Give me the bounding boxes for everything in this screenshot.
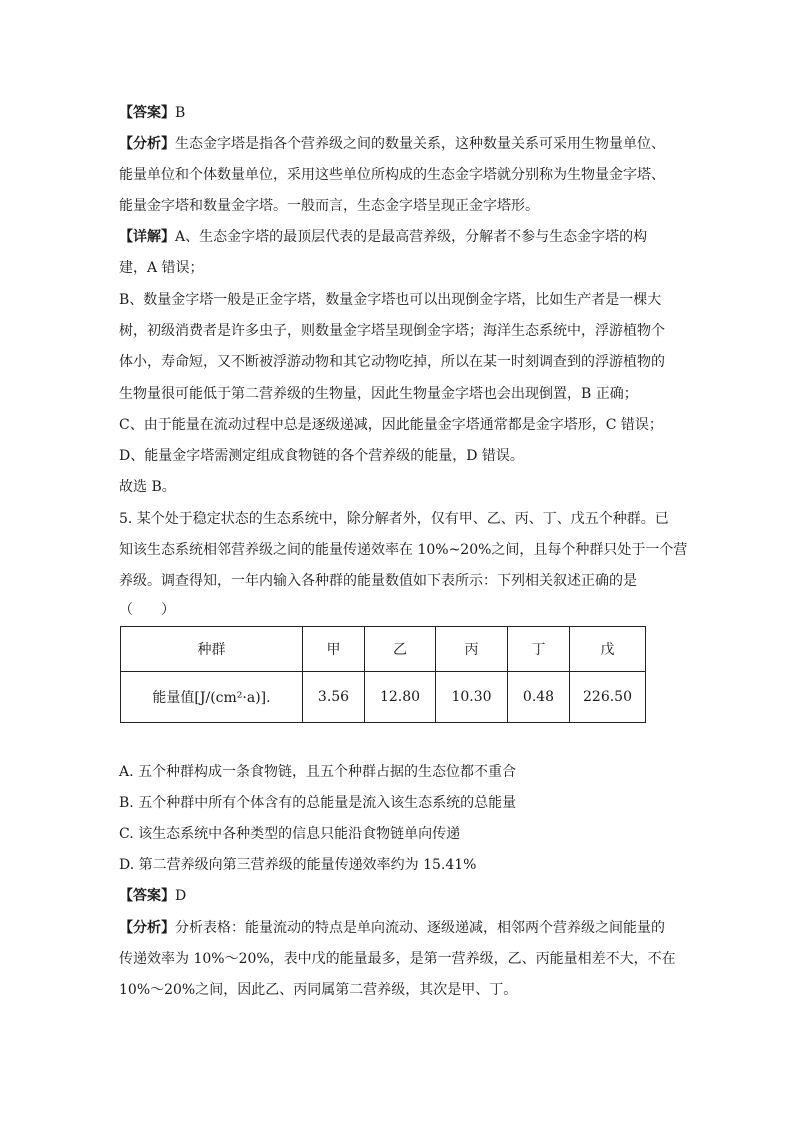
- analysis-line-1: 【分析】生态金字塔是指各个营养级之间的数量关系，这种数量关系可采用生物量单位、: [119, 136, 665, 152]
- detail-line-6: 生物量很可能低于第二营养级的生物量，因此生物量金字塔也会出现倒置，B 正确；: [119, 386, 638, 402]
- question-stem-line-2: 知该生态系统相邻营养级之间的能量传递效率在 10%~20%之间，且每个种群只处于一个营: [119, 542, 688, 558]
- header-cell: 乙: [365, 627, 436, 672]
- analysis-line-3: 能量金字塔和数量金字塔。一般而言，生态金字塔呈现正金字塔形。: [119, 198, 539, 214]
- analysis2-line-1: 【分析】分析表格：能量流动的特点是单向流动、逐级递减，相邻两个营养级之间能量的: [119, 920, 665, 936]
- detail-line-5: 体小，寿命短，又不断被浮游动物和其它动物吃掉，所以在某一时刻调查到的浮游植物的: [119, 354, 665, 370]
- table-header-row: [121, 627, 646, 672]
- conclusion-line: 故选 B。: [119, 479, 176, 495]
- option-b: B. 五个种群中所有个体含有的总能量是流入该生态系统的总能量: [119, 795, 517, 811]
- detail-line-7: C、由于能量在流动过程中总是逐级递减，因此能量金字塔通常都是金字塔形，C 错误；: [119, 417, 663, 433]
- option-a: A. 五个种群构成一条食物链，且五个种群占据的生态位都不重合: [119, 764, 517, 780]
- detail-line-4: 树，初级消费者是许多虫子，则数量金字塔呈现倒金字塔；海洋生态系统中，浮游植物个: [119, 323, 665, 339]
- header-cell: 种群: [121, 627, 303, 672]
- header-cell: 戊: [570, 627, 646, 672]
- analysis2-line-2: 传递效率为 10%～20%，表中戊的能量最多，是第一营养级，乙、丙能量相差不大，不在: [119, 951, 676, 967]
- table-row: [121, 672, 646, 723]
- header-cell: 甲: [303, 627, 365, 672]
- value-cell: 12.80: [365, 672, 436, 723]
- detail-line-1: 【详解】A、生态金字塔的最顶层代表的是最高营养级，分解者不参与生态金字塔的构: [119, 229, 648, 245]
- header-cell: 丙: [436, 627, 508, 672]
- answer-blank: （ ）: [119, 602, 175, 618]
- value-cell: 226.50: [570, 672, 646, 723]
- answer-line-1: 【答案】B: [119, 105, 186, 121]
- detail-line-2: 建，A 错误；: [119, 260, 204, 276]
- option-c: C. 该生态系统中各种类型的信息只能沿食物链单向传递: [119, 826, 461, 842]
- value-cell: 0.48: [508, 672, 570, 723]
- analysis2-line-3: 10%～20%之间，因此乙、丙同属第二营养级，其次是甲、丁。: [119, 982, 518, 998]
- answer-line-2: 【答案】D: [119, 888, 187, 904]
- detail-line-8: D、能量金字塔需测定组成食物链的各个营养级的能量，D 错误。: [119, 448, 524, 464]
- energy-table: [120, 626, 646, 723]
- header-cell: 丁: [508, 627, 570, 672]
- detail-line-3: B、数量金字塔一般是正金字塔，数量金字塔也可以出现倒金字塔，比如生产者是一棵大: [119, 292, 662, 308]
- row-label-cell: 能量值[J/(cm²·a)].: [121, 672, 303, 723]
- option-d: D. 第二营养级向第三营养级的能量传递效率约为 15.41%: [119, 857, 477, 873]
- value-cell: 3.56: [303, 672, 365, 723]
- question-stem-line-1: 5. 某个处于稳定状态的生态系统中，除分解者外，仅有甲、乙、丙、丁、戊五个种群。已: [119, 511, 669, 527]
- analysis-line-2: 能量单位和个体数量单位，采用这些单位所构成的生态金字塔就分别称为生物量金字塔、: [119, 167, 665, 183]
- value-cell: 10.30: [436, 672, 508, 723]
- question-stem-line-3: 养级。调查得知，一年内输入各种群的能量数值如下表所示：下列相关叙述正确的是: [119, 573, 637, 589]
